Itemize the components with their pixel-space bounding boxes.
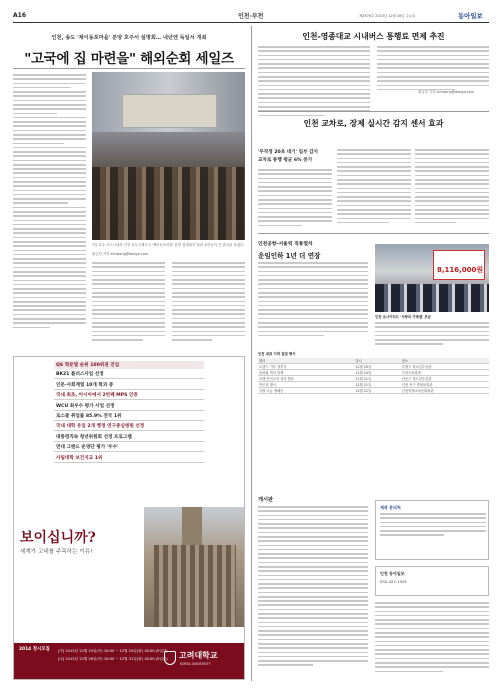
ad-subslogan: 세계가 고대를 주목하는 이유!	[20, 549, 93, 555]
article-byline: 황금천 기자 kchwang@donga.com	[92, 252, 148, 256]
page-number: A16	[13, 12, 26, 19]
table-cell: 12월 21일	[354, 382, 400, 388]
right-top-headline: 인천-영종대교 시내버스 통행료 면제 추진	[302, 32, 445, 41]
body-text-col2	[92, 262, 165, 343]
ad-item: 연대 그랜드 운영단 평가 '우수'	[54, 443, 204, 452]
table-header: 일시	[354, 358, 400, 364]
table-header: 행사	[258, 358, 354, 364]
table-row	[258, 388, 489, 394]
table-cell: 12월 21일	[354, 376, 400, 382]
bulletin-board	[258, 496, 489, 681]
right-mid-text-col1	[258, 169, 332, 229]
university-emblem-icon	[164, 651, 176, 665]
bulletin-sidebar-heading: 제작 문의처	[380, 505, 401, 510]
issue-date: 제2876호 2013년 12월 18일 수요일	[359, 14, 416, 18]
headline-rule	[13, 68, 245, 69]
ad-item: 로스쿨 취업률 85.9% 전국 1위	[54, 412, 204, 421]
table-cell: 사랑 나눔 캠페인	[258, 388, 354, 394]
contact-phone: 032-427-1001	[380, 579, 407, 584]
ad-highlights	[54, 361, 204, 464]
article-headline: "고국에 집 마련을" 해외순회 세일즈	[24, 51, 234, 67]
body-text-col3	[172, 262, 245, 343]
section-rule-2	[258, 233, 489, 234]
right-mid-text-col2	[337, 149, 411, 226]
table-cell: 12월 22일	[354, 388, 400, 394]
bulletin-heading: 게시판	[258, 497, 274, 503]
bulletin-text-col1	[258, 506, 368, 669]
ad-item: 국내 최초, 아시아에서 2번째 MPS 인증	[54, 391, 204, 400]
right-bottom-text	[258, 262, 368, 339]
table-cell: 동화와 책과 함께	[258, 370, 354, 376]
table-cell: 12월 20일	[354, 364, 400, 370]
university-ad[interactable]	[13, 356, 245, 680]
column-divider	[251, 26, 252, 681]
ad-dates-1: [가] 2013년 12월 19일(목) 10:00 ~ 12월 24일(화) 18:00 (5일간)	[58, 649, 168, 653]
bulletin-sidebar	[375, 500, 489, 560]
right-bottom-kicker: 인천공항-서울역 직통열차	[258, 242, 313, 247]
campus-building	[144, 507, 245, 627]
body-text-col1	[13, 74, 86, 331]
ad-year-tag: 2014 정시모집	[19, 647, 50, 652]
right-mid-article	[258, 113, 489, 233]
header-rule	[13, 22, 489, 23]
table-cell: 남동구 청소년수련관	[401, 376, 489, 382]
masthead-logo: 동아일보	[458, 12, 483, 20]
section-rule-1	[258, 111, 489, 112]
ad-item: 인문·사회계열 10개 학과 중	[54, 381, 204, 390]
table-header: 장소	[401, 358, 489, 364]
donation-caption: 인천 유나이티드 '사랑의 가족캠' 모금	[375, 315, 431, 319]
bulletin-sidebar-text	[380, 513, 486, 539]
ad-slogan: 보이십니까?	[20, 530, 96, 546]
ad-dates-2: [나] 2013년 12월 26일(목) 10:00 ~ 12월 31일(화) 18:00 (5일간)	[58, 657, 168, 661]
table-title: 인천 대표 지역 접점 행사	[258, 352, 296, 356]
right-mid-subhead-2: 교차로 통행 평균 6% 증가	[258, 158, 313, 163]
contact-box	[375, 566, 489, 596]
ad-item: WCU 최우수 평가 사업 선정	[54, 402, 204, 411]
table-cell: 보행 안전교육 성과 발표	[258, 376, 354, 382]
ad-item: 국내 대학 유일 2개 행정 연구중심병원 선정	[54, 422, 204, 431]
right-mid-headline: 인천 교차로, 장제 실시간 감지 센서 효과	[303, 119, 444, 128]
ad-footer-bar	[14, 643, 245, 680]
donation-board	[433, 250, 485, 280]
photo-caption: 7일 호주 시드니에서 인천 송도국제도시 '제이동포마을' 분양 설명회가 열려 교민들이 큰 관심을 보였다.	[92, 243, 245, 247]
table-cell: 북인천 행사	[258, 382, 354, 388]
right-top-text-col1	[258, 46, 370, 119]
right-bottom-headline: 운임인하 1년 더 연장	[258, 252, 321, 260]
donation-photo	[375, 244, 489, 312]
donation-amount: 8,116,000원	[437, 266, 484, 274]
page-header	[13, 11, 489, 21]
ad-item: 사립대학 보건지교 1위	[54, 454, 204, 463]
bulletin-text-col2	[375, 602, 489, 675]
table-cell: 부평구 청소년수련관	[401, 364, 489, 370]
table-cell: 인천 서구 종합문화관	[401, 382, 489, 388]
section-title: 인천·부천	[238, 13, 264, 20]
right-bottom-article	[258, 236, 489, 496]
university-name: 고려대학교	[179, 651, 218, 660]
table-cell: 12월 20일	[354, 370, 400, 376]
table-cell: 트렌드 기부 결혼식	[258, 364, 354, 370]
university-name-en: KOREA UNIVERSITY	[180, 662, 211, 666]
table-cell: 인천시문화원	[401, 370, 489, 376]
ad-item: 대통령직속 청년위원회 선정 프로그램	[54, 433, 204, 442]
right-top-text-col2	[377, 46, 489, 93]
right-top-byline: 황금천 기자 kchwang@donga.com	[418, 90, 474, 94]
donation-text	[375, 322, 489, 348]
left-article	[13, 26, 245, 356]
right-mid-text-col3	[415, 149, 489, 226]
table-cell: 인천학생교육문화회관	[401, 388, 489, 394]
article-kicker: 인천, 송도 '제이동포마을' 분양 호주서 설명회… 내년엔 독일서 개최	[51, 35, 207, 41]
event-photo	[92, 72, 245, 240]
ad-item: BK21 플러스사업 선정	[54, 370, 204, 379]
right-mid-subhead-1: '무작정 20초 대기' 일부 감지	[258, 150, 318, 155]
events-table	[258, 358, 489, 394]
contact-title: 인천 동아일보	[380, 571, 405, 576]
ad-item: QS 학문별 순위 100위권 진입	[54, 361, 204, 369]
